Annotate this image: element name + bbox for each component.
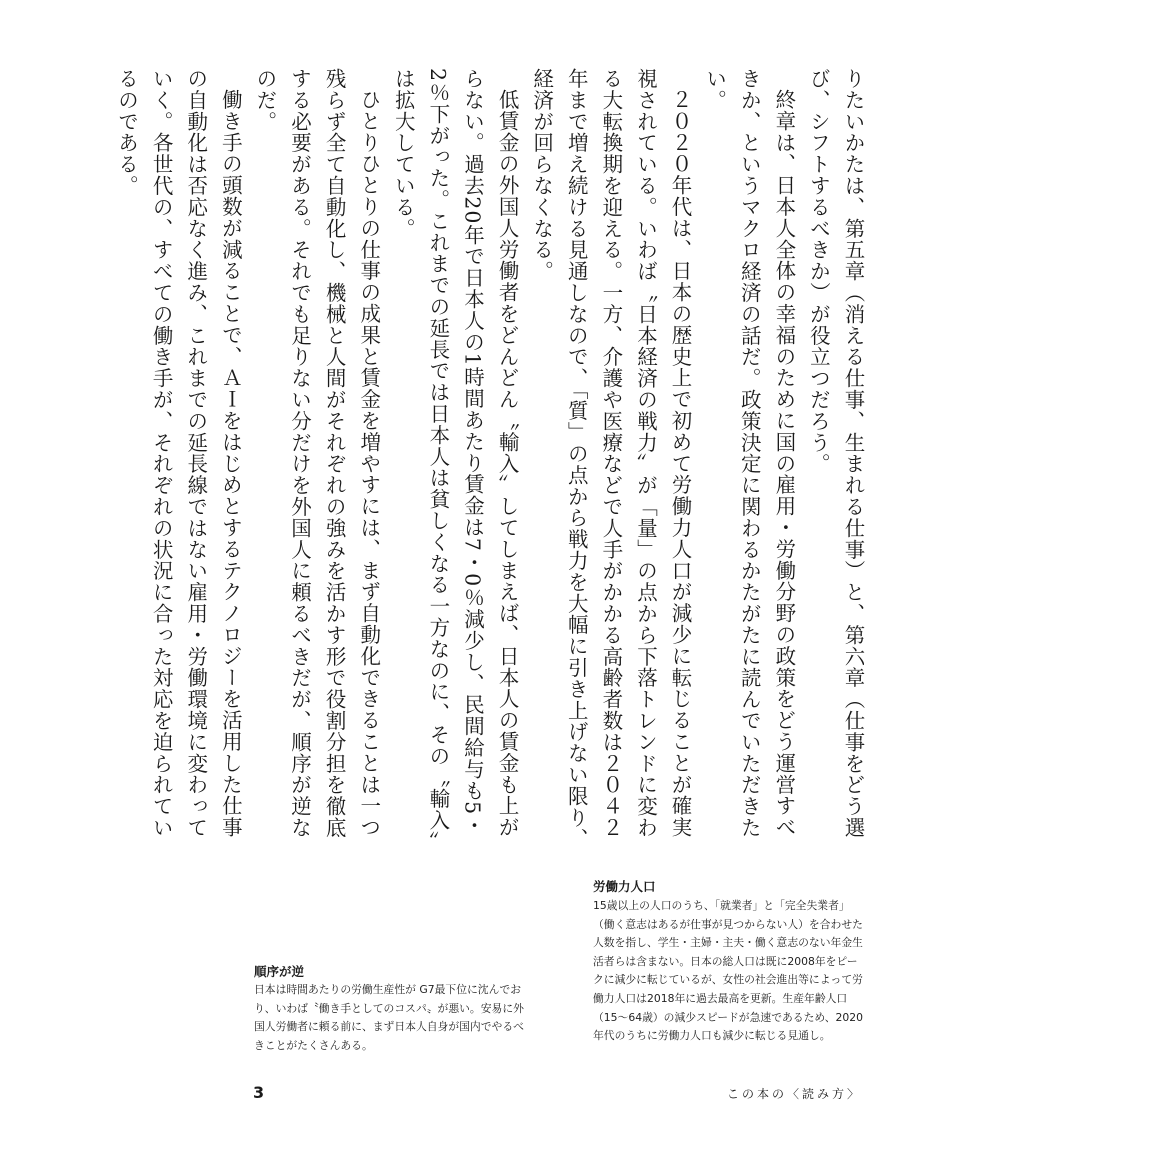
note-body-labor-force: 15歳以上の人口のうち、「就業者」と「完全失業者」（働く意志はあるが仕事が見つからない人）を合わせた人数を指し、学生・主婦・主夫・働く意志のない年金生活者らは含まない。日本の総人口は既に2008年をピークに減少に転じているが、女性の社会進出等によって労働力人口は2018年に過去最高を更新。生産年齢人口（15〜64歳）の減少スピードが急速であるため、2020年代のうちに労働力人口も減少に転じる見通し。: [593, 899, 864, 1043]
page-number: 3: [253, 1083, 265, 1102]
paragraph: 終章は、日本人全体の幸福のために国の雇用・労働分野の政策をどう運営すべきか、というマクロ経済の話だ。政策決定に関わるかたがたに読んでいただきたい。: [702, 68, 796, 839]
main-body-text: [114, 68, 870, 858]
running-head: この本の〈読み方〉: [726, 1087, 862, 1101]
paragraph: 働き手の頭数が減ることで、ＡＩをはじめとするテクノロジーを活用した仕事の自動化は否応なく進み、これまでの延長線ではない雇用・労働環境に変わっていく。各世代の、すべての働き手が、それぞれの状況に合った対応を迫られているのである。: [114, 68, 243, 839]
paragraph: ひとりひとりの仕事の成果と賃金を増やすには、まず自動化できることは一つ残らず全て自動化し、機械と人間がそれぞれの強みを活かす形で役割分担を徹底する必要がある。それでも足りない分だけを外国人に頼るべきだが、順序が逆なのだ。: [252, 68, 381, 839]
note-title-order-reversed: 順序が逆: [254, 964, 305, 979]
note-title-labor-force: 労働力人口: [593, 879, 656, 894]
paragraph: ２０２０年代は、日本の歴史上で初めて労働力人口が減少に転じることが確実視されている。いわば〝日本経済の戦力〟が「量」の点から下落トレンドに変わる大転換期を迎える。一方、介護や医療などで人手がかかる高齢者数は２０４２年まで増え続ける見通しなので、「質」の点から戦力を大幅に引き上げない限り、経済が回らなくなる。: [529, 68, 693, 850]
note-body-order-reversed: 日本は時間あたりの労働生産性が G7最下位に沈んでおり、いわば〝働き手としてのコスパ〟が悪い。安易に外国人労働者に頼る前に、まず日本人自身が国内でやるべきことがたくさんある。: [254, 983, 524, 1052]
paragraph: りたいかたは、第五章（消える仕事、生まれる仕事）と、第六章（仕事をどう選び、シフトするべきか）が役立つだろう。: [806, 68, 865, 839]
paragraph: 低賃金の外国人労働者をどんどん〝輸入〟してしまえば、日本人の賃金も上がらない。過去20年で日本人の1時間あたり賃金は7・0％減少し、民間給与も5・2％下がった。これまでの延長では日本人は貧しくなる一方なのに、その〝輸入〟は拡大している。: [391, 68, 520, 853]
